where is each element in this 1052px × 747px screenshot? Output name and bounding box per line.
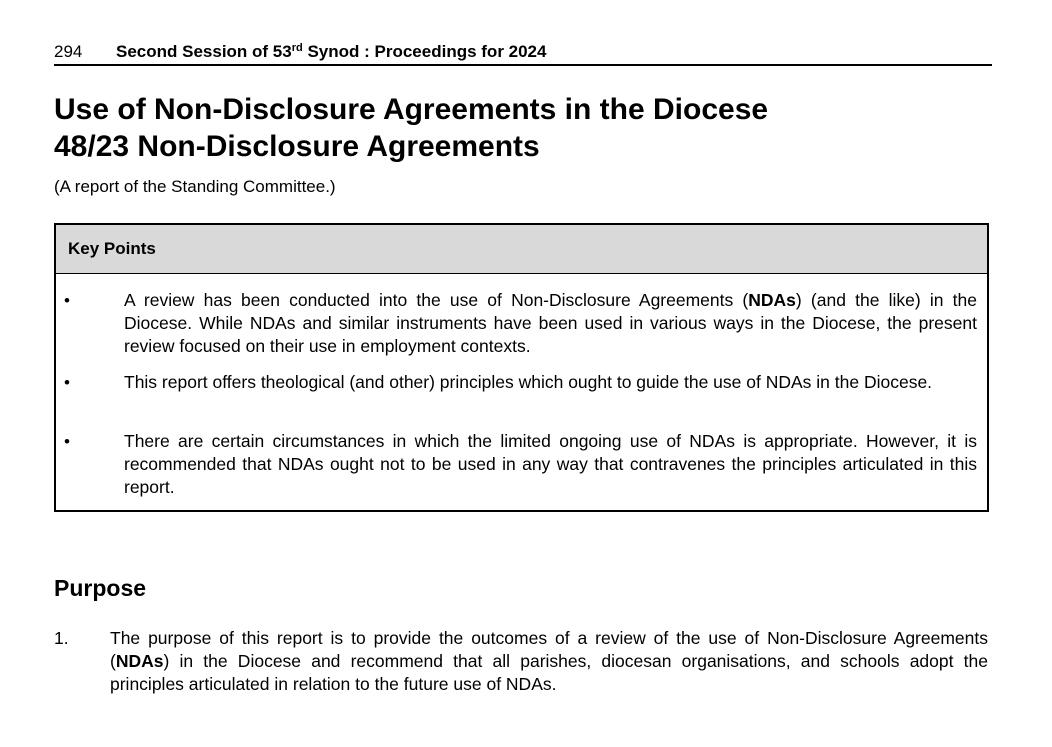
section-heading-purpose: Purpose [54,575,147,601]
bullet-icon: • [64,432,70,451]
paragraph-bold-term: NDAs [115,651,164,671]
key-point-text-part: A review has been conducted into the use of Non-Disclosure Agreements ( [124,290,749,310]
bullet-icon: • [64,373,70,392]
running-title [116,40,546,64]
page-number: 294 [54,42,83,61]
running-title-suffix: Synod : Proceedings for 2024 [302,42,547,61]
key-point-text: This report offers theological (and other) principles which ought to guide the use of NDAs in the Diocese. [124,372,933,392]
key-points-box [54,223,989,512]
title-line-1: Use of Non-Disclosure Agreements in the Diocese [54,93,769,126]
key-point-bold-term: NDAs [748,290,796,310]
running-title-prefix: Second Session of 53 [116,42,292,61]
key-point-text-part: ) (and the like) in the Diocese. While NDAs and similar instruments have been used in various ways in the Diocese, the present review focused on their use in employment contexts. [124,290,977,356]
document-title [54,91,768,165]
key-point-text: There are certain circumstances in which the limited ongoing use of NDAs is appropriate. However, it is recommended that NDAs ought not to be used in any way that contravenes the principles articulated in this report. [124,431,977,497]
running-header [54,40,992,66]
paragraph-text-part: The purpose of this report is to provide the outcomes of a review of the use of Non-Disclosure Agreements ( [110,628,988,671]
key-point-text [124,289,977,358]
paragraph-text-part: ) in the Diocese and recommend that all parishes, diocesan organisations, and schools adopt the principles articulated in relation to the future use of NDAs. [110,651,988,694]
report-subtitle: (A report of the Standing Committee.) [54,177,336,196]
paragraph-number: 1. [54,628,69,648]
key-points-heading: Key Points [56,225,987,274]
bullet-icon: • [64,291,70,310]
running-title-superscript: rd [291,42,303,54]
paragraph-text [110,627,988,696]
title-line-2: 48/23 Non-Disclosure Agreements [54,130,540,163]
